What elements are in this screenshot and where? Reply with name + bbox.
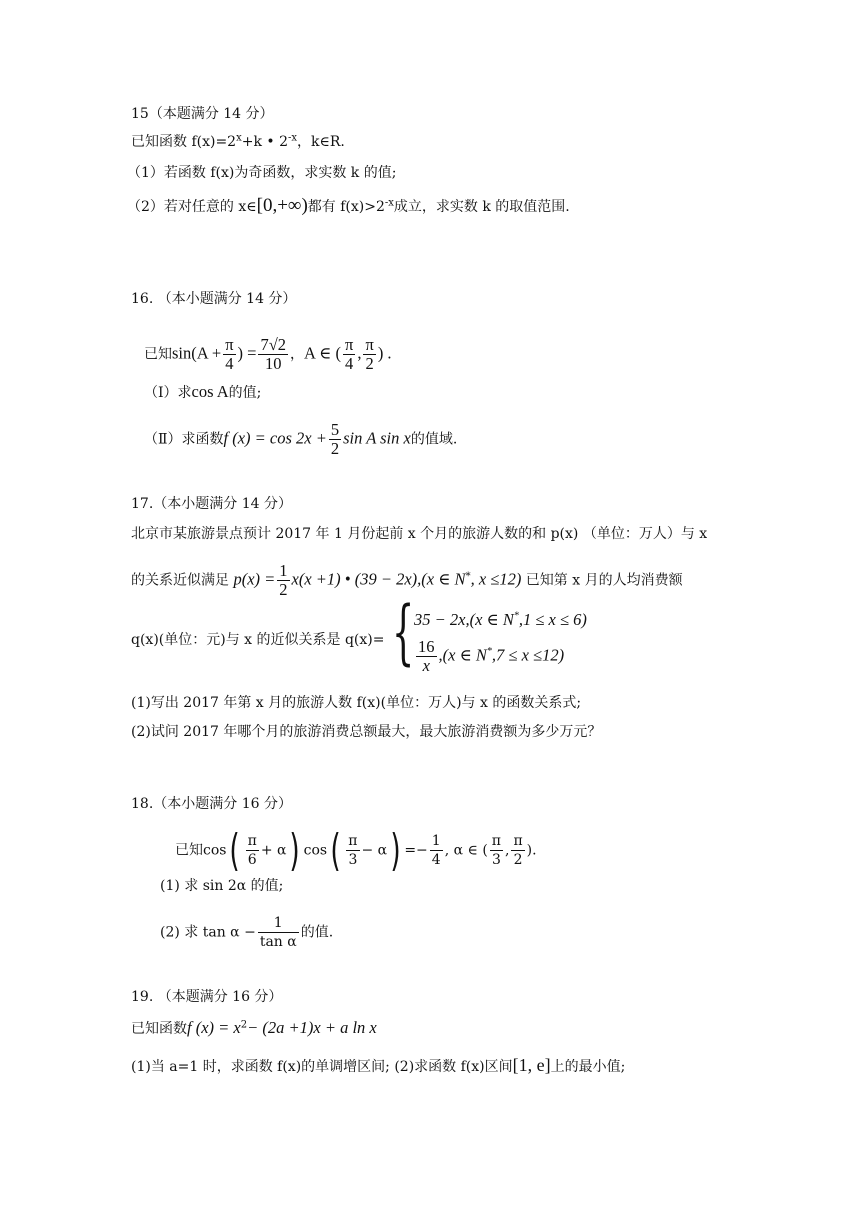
q17-line2: 的关系近似满足 p(x) = $\frac{1}{2}$ x(x +1) • (39 − 2x),(x ∈ N*, x ≤12) 已知第 x 月的人均消费额 <box>131 561 683 599</box>
piecewise-brace: { <box>392 591 415 673</box>
q18-stem: 已知cos( $\frac{\pi}{6}$ + α) cos( $\frac{\pi}{3}$ − α) =− $\frac{1}{4}$ , α ∈ ( $\frac{\pi}{3}$ , $\frac{\pi}{2}$ ). <box>175 824 537 876</box>
q18-title: 18.（本小题满分 16 分） <box>131 796 292 812</box>
q19-title: 19. （本题满分 16 分） <box>131 989 283 1005</box>
q17-part1: (1)写出 2017 年第 x 月的旅游人数 f(x)(单位：万人)与 x 的函数关系式; <box>131 695 582 711</box>
q15-part1: （1）若函数 f(x)为奇函数，求实数 k 的值; <box>127 165 397 181</box>
q15-stem: 已知函数 $f(x)=2^x+k$ • $2^{-x}$，k∈R. <box>131 132 345 150</box>
q19-part: (1)当 a=1 时，求函数 f(x)的单调增区间; (2)求函数 f(x)区间[1, e]上的最小值; <box>131 1055 626 1075</box>
q16-title: 16. （本小题满分 14 分） <box>131 291 297 307</box>
q18-part1: (1) 求 sin 2α 的值; <box>160 878 284 894</box>
q16-part2: （Ⅱ）求函数f (x) = cos 2x + $\frac{5}{2}$ sin A sin x的值域. <box>144 420 458 458</box>
q19-interval: [1, e] <box>512 1055 551 1075</box>
q16-stem: 已知sin(A + $\frac{\pi}{4}$ ) = $\frac{7√2}{10}$ ，A ∈ ( $\frac{\pi}{4}$ , $\frac{\pi}{2}$ ) . <box>144 335 392 373</box>
q16-part1: （Ⅰ）求cos A的值; <box>144 382 262 401</box>
q18-part2: (2) 求 tan α − $\frac{1}{\text{tan α}}$ 的值. <box>160 915 334 950</box>
q15-interval: [0,+∞) <box>256 195 308 216</box>
q17-line3: q(x)(单位：元)与 x 的近似关系是 q(x)= <box>131 632 385 648</box>
piecewise-case1: 35 − 2x,(x ∈ N*,1 ≤ x ≤ 6) <box>414 610 587 629</box>
q17-title: 17.（本小题满分 14 分） <box>131 496 292 512</box>
q15-title: 15（本题满分 14 分） <box>131 106 274 122</box>
q17-part2: (2)试问 2017 年哪个月的旅游消费总额最大，最大旅游消费额为多少万元？ <box>131 724 602 740</box>
q15-part2: （2）若对任意的 x∈[0,+∞)都有 $f(x)>2^{-x}$成立，求实数 k 的取值范围. <box>127 195 570 216</box>
piecewise-case2: $\frac{16}{x}$ ,(x ∈ N*,7 ≤ x ≤12) <box>418 637 565 675</box>
q17-line1: 北京市某旅游景点预计 2017 年 1 月份起前 x 个月的旅游人数的和 p(x) （单位：万人）与 x <box>131 526 708 542</box>
q19-stem: 已知函数f $(x) = x^2- (2a +1)x + a$ ln x <box>131 1018 377 1037</box>
